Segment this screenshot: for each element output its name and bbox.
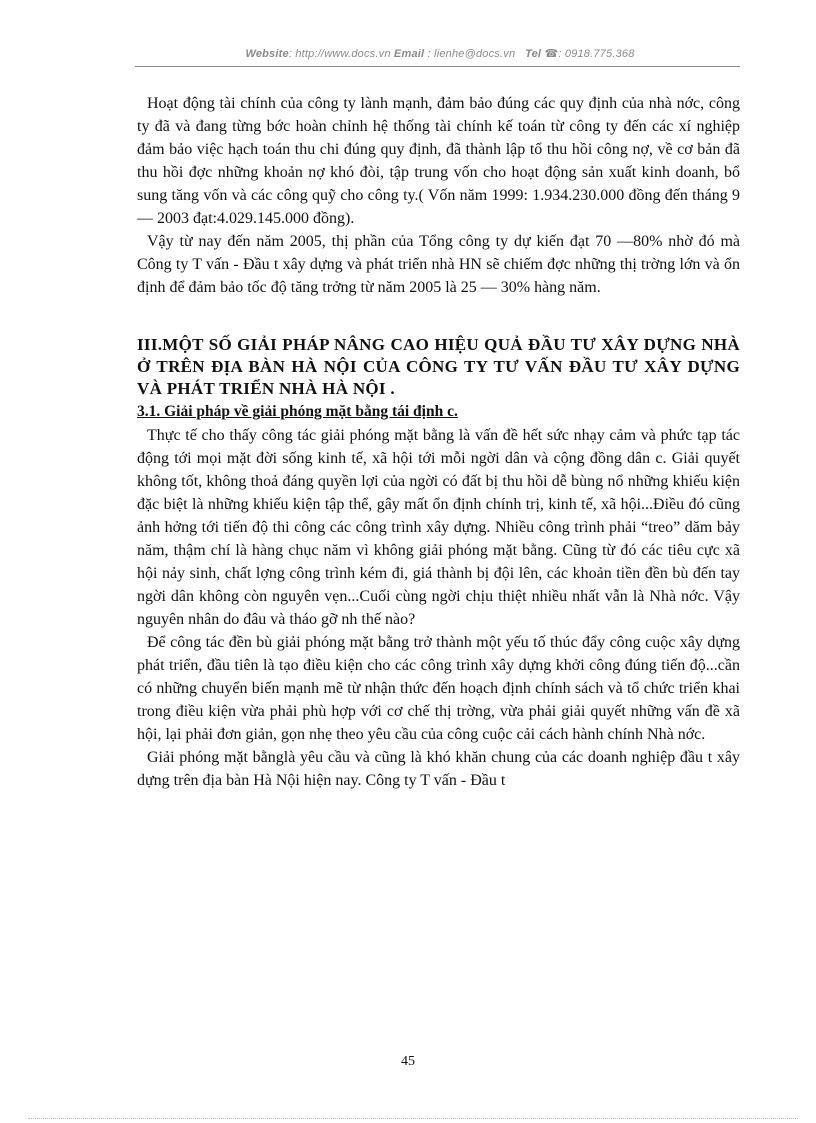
website-label: Website <box>245 48 289 60</box>
page-content <box>137 92 740 792</box>
paragraph-clearance: Giải phóng mặt bằnglà yêu cầu và cũng là khó khăn chung của các doanh nghiệp đầu t xây dựng trên địa bàn Hà Nội hiện nay. Công ty T vấn - Đầu t <box>137 749 740 789</box>
email-value: : lienhe@docs.vn <box>424 48 516 60</box>
email-label: Email <box>393 48 425 60</box>
paragraph-compensation: Để công tác đền bù giải phóng mặt bằng trở thành một yếu tố thúc đẩy công cuộc xây dựng phát triển, đầu tiên là tạo điều kiện cho các công trình xây dựng khởi công đúng tiến độ...cần có những chuyển biến mạnh mẽ từ nhận thức đến hoạch định chính sách và tổ chức triển khai trong điều kiện vừa phải phù hợp với cơ chế thị trờng, vừa phải giải quyết những vấn đề xã hội, lại phải đơn giản, gọn nhẹ theo yêu cầu của công cuộc cải cách hành chính Nhà nớc. <box>137 634 740 743</box>
header-rule <box>135 66 740 67</box>
paragraph-market-share: Vậy từ nay đến năm 2005, thị phần của Tổng công ty dự kiến đạt 70 —80% nhờ đó mà Công ty T vấn - Đầu t xây dựng và phát triển nhà HN sẽ chiếm đợc những thị trờng lớn và ổn định để đảm bảo tốc độ tăng trởng từ năm 2005 là 25 — 30% hàng năm. <box>137 233 740 296</box>
section-title: III.MỘT SỐ GIẢI PHÁP NÂNG CAO HIỆU QUẢ ĐẦU TƯ XÂY DỰNG NHÀ Ở TRÊN ĐỊA BÀN HÀ NỘI CỦA CÔNG TY TƯ VẤN ĐẦU TƯ XÂY DỰNG VÀ PHÁT TRIỂN NHÀ HÀ NỘI . <box>137 335 740 398</box>
phone-icon: ☎ <box>544 48 559 60</box>
page-header <box>140 47 740 60</box>
paragraph-finance: Hoạt động tài chính của công ty lành mạnh, đảm bảo đúng các quy định của nhà nớc, công ty đã và đang từng bớc hoàn chỉnh hệ thống tài chính kế toán từ công ty đến các xí nghiệp đảm bảo việc hạch toán thu chi đúng quy định, đã thành lập tổ thu hồi công nợ, về cơ bản đã thu hồi đợc những khoản nợ khó đòi, tập trung vốn cho hoạt động sản xuất kinh doanh, bổ sung tăng vốn và các công quỹ cho công ty.( Vốn năm 1999: 1.934.230.000 đồng đến tháng 9 — 2003 đạt:4.029.145.000 đồng). <box>137 95 740 227</box>
paragraph-reality: Thực tế cho thấy công tác giải phóng mặt bằng là vấn đề hết sức nhạy cảm và phức tạp tác động tới mọi mặt đời sống kinh tế, xã hội tới mỗi ngời dân và cộng đồng dân c. Giải quyết không tốt, không thoả đáng quyền lợi của ngời có đất bị thu hồi dễ bùng nổ những khiếu kiện đặc biệt là những khiếu kiện tập thể, gây mất ổn định chính trị, kinh tế, xã hội...Điều đó cũng ảnh hởng tới tiến độ thi công các công trình xây dựng. Nhiều công trình phải “treo” dăm bảy năm, thậm chí là hàng chục năm vì không giải phóng mặt bằng. Cũng từ đó các tiêu cực xã hội nảy sinh, chất lợng công trình kém đi, giá thành bị đội lên, các khoản tiền đền bù đến tay ngời dân không còn nguyên vẹn...Cuối cùng ngời chịu thiệt nhiều nhất vẫn là Nhà nớc. Vậy nguyên nhân do đâu và tháo gỡ nh thế nào? <box>137 427 740 628</box>
page-number: 45 <box>401 1054 415 1069</box>
tel-value: : 0918.775.368 <box>558 48 635 60</box>
footer-divider <box>28 1118 798 1119</box>
tel-label: Tel <box>525 48 542 60</box>
sub-title: 3.1. Giải pháp về giải phóng mặt bằng tái định c. <box>137 403 458 420</box>
website-value: : http://www.docs.vn <box>288 48 391 60</box>
